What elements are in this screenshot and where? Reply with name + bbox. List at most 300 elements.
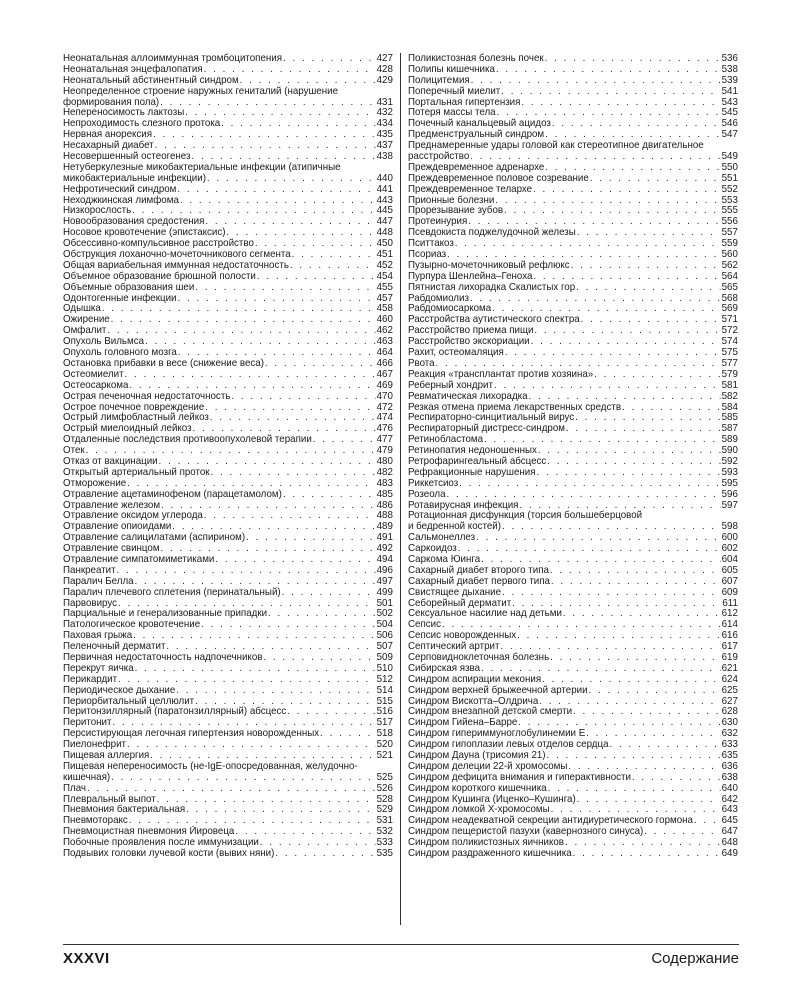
- entry-title: Пузырно-мочеточниковый рефлюкс: [408, 259, 570, 271]
- entry-page-number: 575: [721, 347, 738, 358]
- entry-page-number: 470: [376, 390, 393, 402]
- entry-page-number: 602: [721, 543, 738, 554]
- index-entry: [408, 804, 738, 815]
- entry-title: Рабдомиолиз: [408, 292, 469, 304]
- entry-page-number: 467: [376, 368, 393, 380]
- index-entry: [63, 543, 393, 554]
- entry-title: Остановка прибавки в весе (снижение веса): [63, 357, 264, 369]
- index-entry: [408, 619, 738, 630]
- entry-title: Побочные проявления после иммунизации: [63, 837, 259, 849]
- dot-leader: [127, 739, 376, 750]
- index-entry: [63, 195, 393, 206]
- index-right-column: [408, 53, 738, 859]
- index-entry: [63, 325, 393, 336]
- entry-title: Синдром аспирации мекония: [408, 673, 542, 685]
- entry-page-number: 625: [721, 684, 738, 696]
- index-entry: [408, 587, 738, 598]
- index-entry: [408, 434, 738, 445]
- dot-leader: [517, 630, 721, 641]
- dot-leader: [180, 195, 376, 206]
- entry-page-number: 431: [376, 96, 393, 108]
- dot-leader: [622, 402, 721, 413]
- entry-page-number: 506: [376, 630, 393, 642]
- entry-title: Синдром Гийена–Барре: [408, 717, 518, 729]
- dot-leader: [518, 717, 720, 728]
- dot-leader: [497, 107, 721, 118]
- entry-title: Несовершенный остеогенез: [63, 151, 191, 162]
- entry-title: Нефротический синдром: [63, 183, 177, 195]
- index-entry: [63, 336, 393, 347]
- entry-page-number: 638: [721, 771, 738, 783]
- dot-leader: [205, 402, 375, 413]
- entry-page-number: 525: [376, 771, 393, 783]
- entry-title: Расстройство экскориации: [408, 336, 530, 348]
- dot-leader: [263, 652, 375, 663]
- entry-title: Резкая отмена приема лекарственных средств: [408, 401, 622, 413]
- entry-title: Неходжкинская лимфома: [63, 194, 179, 206]
- index-entry: [63, 848, 393, 859]
- dot-leader: [588, 685, 720, 696]
- entry-page-number: 592: [721, 455, 738, 467]
- entry-page-number: 571: [721, 314, 738, 326]
- entry-title: Серповидноклеточная болезнь: [408, 651, 550, 663]
- index-entry: [63, 249, 393, 260]
- entry-page-number: 443: [376, 194, 393, 206]
- entry-title: Ретинобластома: [408, 434, 484, 446]
- index-entry: [408, 293, 738, 304]
- entry-title: Пищевая непереносимость (не-IgE-опосредованная, желудочно-: [63, 760, 358, 772]
- index-entry: [63, 837, 393, 848]
- index-entry: [408, 565, 738, 576]
- dot-leader: [505, 347, 721, 358]
- entry-page-number: 574: [721, 336, 738, 348]
- dot-leader: [112, 717, 375, 728]
- index-entry: [408, 456, 738, 467]
- entry-title: Пневмоторакс: [63, 815, 128, 827]
- entry-title: Первичная недостаточность надпочечников: [63, 651, 263, 663]
- dot-leader: [268, 608, 376, 619]
- dot-leader: [153, 129, 376, 140]
- entry-page-number: 455: [376, 281, 393, 293]
- entry-page-number: 479: [376, 445, 393, 456]
- entry-page-number: 605: [721, 564, 738, 576]
- index-entry: [408, 151, 738, 162]
- entry-title: Отравление симпатомиметиками: [63, 553, 215, 565]
- entry-title: Прорезывание зубов: [408, 205, 504, 217]
- index-entry: [63, 358, 393, 369]
- dot-leader: [176, 685, 375, 696]
- index-entry: [408, 129, 738, 140]
- entry-page-number: 428: [376, 63, 393, 75]
- dot-leader: [502, 521, 721, 532]
- entry-title: кишечная): [63, 771, 111, 783]
- index-entry: [408, 794, 738, 805]
- dot-leader: [447, 249, 721, 260]
- index-entry: [63, 467, 393, 478]
- entry-page-number: 510: [376, 662, 393, 674]
- dot-leader: [193, 423, 376, 434]
- dot-leader: [519, 500, 720, 511]
- entry-page-number: 617: [721, 641, 738, 652]
- entry-title: Остеомиелит: [63, 368, 124, 380]
- dot-leader: [125, 369, 376, 380]
- dot-leader: [135, 663, 376, 674]
- index-entry: [408, 717, 738, 728]
- dot-leader: [632, 772, 721, 783]
- entry-page-number: 647: [721, 826, 738, 838]
- section-title: Содержание: [651, 950, 739, 967]
- entry-page-number: 448: [376, 227, 393, 239]
- entry-title: Саркома Юинга: [408, 553, 481, 565]
- entry-page-number: 556: [721, 216, 738, 228]
- dot-leader: [235, 826, 375, 837]
- dot-leader: [492, 303, 721, 314]
- dot-leader: [204, 510, 376, 521]
- dot-leader: [160, 97, 376, 108]
- entry-title: и бедренной костей): [408, 521, 502, 533]
- index-entry: [408, 238, 738, 249]
- index-entry: [408, 195, 738, 206]
- entry-title: Полицитемия: [408, 74, 470, 86]
- entry-title: Расстройство приема пищи: [408, 325, 534, 337]
- dot-leader: [545, 129, 721, 140]
- dot-leader: [177, 184, 375, 195]
- index-entry: [63, 282, 393, 293]
- dot-leader: [458, 543, 721, 554]
- entry-page-number: 441: [376, 183, 393, 195]
- entry-title: Пситтакоз: [408, 238, 454, 250]
- column-divider: [400, 53, 401, 925]
- entry-title: Отравление опиоидами: [63, 521, 172, 533]
- index-entry: [63, 380, 393, 391]
- index-entry: [408, 53, 738, 64]
- entry-title: Респираторный дистресс-синдром: [408, 423, 565, 435]
- entry-page-number: 445: [376, 205, 393, 217]
- index-entry: [63, 750, 393, 761]
- dot-leader: [568, 761, 720, 772]
- index-entry: [408, 97, 738, 108]
- index-entry: [408, 783, 738, 794]
- entry-page-number: 619: [721, 651, 738, 663]
- entry-title: Сепсис: [408, 619, 442, 631]
- dot-leader: [150, 750, 375, 761]
- dot-leader: [240, 75, 376, 86]
- entry-title: Несахарный диабет: [63, 140, 154, 152]
- dot-leader: [538, 445, 721, 456]
- entry-page-number: 494: [376, 553, 393, 565]
- entry-page-number: 552: [721, 183, 738, 195]
- entry-title: Плевральный выпот: [63, 793, 156, 805]
- entry-title: Отдаленные последствия противоопухолевой терапии: [63, 434, 312, 446]
- entry-page-number: 451: [376, 249, 393, 260]
- entry-page-number: 526: [376, 782, 393, 794]
- index-entry: [63, 434, 393, 445]
- entry-page-number: 483: [376, 477, 393, 489]
- index-entry: [408, 347, 738, 358]
- index-entry: [63, 271, 393, 282]
- index-entry: [63, 347, 393, 358]
- entry-title: Свистящее дыхание: [408, 586, 502, 598]
- entry-page-number: 520: [376, 739, 393, 750]
- index-entry: [63, 97, 393, 108]
- entry-title: Пурпура Шенлейна–Геноха: [408, 270, 533, 282]
- entry-page-number: 477: [376, 434, 393, 446]
- entry-title: Преждевременное телархе: [408, 183, 533, 195]
- dot-leader: [494, 380, 721, 391]
- dot-leader: [87, 783, 376, 794]
- dot-leader: [576, 282, 721, 293]
- entry-page-number: 458: [376, 303, 393, 315]
- index-entry: [63, 510, 393, 521]
- index-entry: [408, 630, 738, 641]
- index-entry: [408, 391, 738, 402]
- dot-leader: [512, 598, 721, 609]
- index-entry: [63, 641, 393, 652]
- entry-title: Септический артрит: [408, 641, 500, 652]
- index-entry: [408, 815, 738, 826]
- dot-leader: [481, 554, 721, 565]
- index-entry: [63, 826, 393, 837]
- entry-title: Плач: [63, 782, 87, 794]
- entry-title: Сибирская язва: [408, 662, 481, 674]
- index-entry: [408, 521, 738, 532]
- index-entry: [63, 402, 393, 413]
- entry-title: Непроходимость слезного протока: [63, 118, 221, 130]
- entry-title: Непереносимость лактозы: [63, 107, 185, 119]
- index-entry: [408, 761, 738, 772]
- entry-title: Паралич Белла: [63, 575, 134, 587]
- dot-leader: [283, 489, 376, 500]
- entry-page-number: 630: [721, 717, 738, 729]
- entry-page-number: 611: [722, 597, 738, 609]
- entry-page-number: 577: [721, 357, 738, 369]
- dot-leader: [609, 739, 720, 750]
- entry-page-number: 569: [721, 303, 738, 315]
- entry-title: Острая печеночная недостаточность: [63, 390, 231, 402]
- entry-title: Синдром гипериммуноглобулинемии E: [408, 728, 586, 740]
- entry-page-number: 621: [721, 662, 738, 674]
- entry-title: Открытый артериальный проток: [63, 466, 210, 478]
- entry-page-number: 480: [376, 455, 393, 467]
- entry-title: Обсессивно-компульсивное расстройство: [63, 238, 254, 250]
- index-entry: [63, 456, 393, 467]
- dot-leader: [155, 140, 376, 151]
- entry-title: Периорбитальный целлюлит: [63, 695, 195, 707]
- entry-title: Подвывих головки лучевой кости (вывих няни): [63, 848, 275, 859]
- dot-leader: [191, 151, 375, 162]
- entry-title: Прионные болезни: [408, 194, 495, 206]
- entry-page-number: 604: [721, 553, 738, 565]
- dot-leader: [495, 195, 720, 206]
- index-entry: [63, 500, 393, 511]
- dot-leader: [102, 303, 376, 314]
- index-entry: [408, 227, 738, 238]
- entry-title: Отморожение: [63, 477, 127, 489]
- entry-page-number: 616: [721, 630, 738, 642]
- entry-page-number: 501: [376, 597, 393, 609]
- index-entry: [63, 118, 393, 129]
- entry-title: Перитонзиллярный (паратонзиллярный) абсцесс: [63, 706, 287, 718]
- entry-page-number: 528: [376, 793, 393, 805]
- entry-title: Ожирение: [63, 314, 110, 326]
- entry-title: Псевдокиста поджелудочной железы: [408, 227, 576, 239]
- entry-title: Потеря массы тела: [408, 107, 496, 119]
- index-entry: [63, 293, 393, 304]
- entry-page-number: 434: [376, 118, 393, 130]
- entry-title: Розеола: [408, 488, 446, 500]
- index-entry: [408, 685, 738, 696]
- dot-leader: [590, 173, 721, 184]
- index-entry: [63, 783, 393, 794]
- dot-leader: [577, 227, 721, 238]
- dot-leader: [531, 336, 721, 347]
- entry-page-number: 466: [376, 357, 393, 369]
- index-entry: [408, 271, 738, 282]
- entry-page-number: 538: [721, 63, 738, 75]
- dot-leader: [529, 391, 721, 402]
- index-entry: [63, 75, 393, 86]
- dot-leader: [563, 608, 721, 619]
- entry-page-number: 593: [721, 466, 738, 478]
- index-entry: [408, 467, 738, 478]
- index-entry: [408, 576, 738, 587]
- dot-leader: [496, 64, 721, 75]
- entry-title: Преждевременное адренархе: [408, 161, 545, 173]
- entry-title: Реакция «трансплантат против хозяина»: [408, 368, 594, 380]
- entry-title: Преждевременное половое созревание: [408, 172, 589, 184]
- dot-leader: [118, 674, 376, 685]
- dot-leader: [442, 619, 721, 630]
- entry-page-number: 553: [721, 194, 738, 206]
- index-entry: [63, 619, 393, 630]
- dot-leader: [111, 314, 376, 325]
- index-entry: [63, 314, 393, 325]
- entry-title: Общая вариабельная иммунная недостаточность: [63, 259, 289, 271]
- dot-leader: [204, 64, 376, 75]
- dot-leader: [313, 434, 376, 445]
- entry-page-number: 596: [721, 488, 738, 500]
- entry-title: Панкреатит: [63, 564, 116, 576]
- dot-leader: [118, 598, 376, 609]
- dot-leader: [172, 521, 375, 532]
- dot-leader: [546, 750, 720, 761]
- entry-title: Перикардит: [63, 673, 118, 685]
- index-entry: [408, 107, 738, 118]
- entry-page-number: 628: [721, 706, 738, 718]
- entry-title: Персистирующая легочная гипертензия новорожденных: [63, 728, 320, 740]
- entry-page-number: 437: [376, 140, 393, 152]
- index-entry: [408, 140, 738, 151]
- dot-leader: [481, 663, 721, 674]
- entry-page-number: 489: [376, 521, 393, 533]
- entry-title: Синдром неадекватной секреции антидиуретического гормона: [408, 815, 693, 827]
- dot-leader: [215, 554, 375, 565]
- entry-page-number: 516: [376, 706, 393, 718]
- dot-leader: [221, 118, 376, 129]
- dot-leader: [468, 216, 720, 227]
- entry-page-number: 476: [376, 423, 393, 435]
- entry-page-number: 550: [721, 161, 738, 173]
- index-entry: [63, 685, 393, 696]
- entry-title: Поликистозная болезнь почек: [408, 53, 544, 64]
- entry-page-number: 486: [376, 499, 393, 511]
- entry-title: Синдром внезапной детской смерти: [408, 706, 573, 718]
- dot-leader: [551, 804, 721, 815]
- dot-leader: [135, 576, 376, 587]
- entry-title: Почечный канальцевый ацидоз: [408, 118, 551, 130]
- dot-leader: [320, 728, 376, 739]
- entry-page-number: 635: [721, 750, 738, 761]
- entry-title: Объемные образования шеи: [63, 281, 195, 293]
- dot-leader: [577, 794, 721, 805]
- dot-leader: [536, 467, 720, 478]
- index-entry: [408, 543, 738, 554]
- entry-title: Ретрофарингеальный абсцесс: [408, 455, 547, 467]
- dot-leader: [575, 412, 721, 423]
- entry-title: Синдром дефицита внимания и гиперактивности: [408, 771, 631, 783]
- entry-page-number: 482: [376, 466, 393, 478]
- dot-leader: [644, 826, 720, 837]
- entry-page-number: 518: [376, 728, 393, 740]
- entry-page-number: 435: [376, 129, 393, 141]
- entry-page-number: 572: [721, 325, 738, 337]
- entry-page-number: 474: [376, 412, 393, 424]
- entry-page-number: 429: [376, 74, 393, 86]
- entry-page-number: 546: [721, 118, 738, 130]
- index-entry: [63, 532, 393, 543]
- index-entry: [63, 205, 393, 216]
- entry-title: Синдром делеции 22-й хромосомы: [408, 760, 568, 772]
- index-entry: [408, 739, 738, 750]
- entry-page-number: 560: [721, 249, 738, 260]
- entry-title: Отравление ацетаминофеном (парацетамолом): [63, 488, 282, 500]
- entry-title: Неонатальный абстинентный синдром: [63, 74, 239, 86]
- dot-leader: [565, 837, 721, 848]
- entry-title: Неонатальная аллоиммунная тромбоцитопения: [63, 53, 283, 64]
- index-entry: [63, 521, 393, 532]
- entry-title: Пневмония бактериальная: [63, 804, 186, 816]
- index-entry: [408, 641, 738, 652]
- entry-title: Протеинурия: [408, 216, 468, 228]
- entry-page-number: 515: [376, 695, 393, 707]
- dot-leader: [545, 162, 720, 173]
- entry-title: Новообразования средостения: [63, 216, 205, 228]
- dot-leader: [504, 205, 721, 216]
- index-entry: [63, 717, 393, 728]
- dot-leader: [201, 619, 376, 630]
- entry-title: Патологическое кровотечение: [63, 619, 201, 631]
- entry-title: Перекрут яичка: [63, 662, 134, 674]
- dot-leader: [207, 173, 376, 184]
- entry-title: Носовое кровотечение (эпистаксис): [63, 227, 226, 239]
- entry-title: Поперечный миелит: [408, 85, 501, 97]
- entry-page-number: 645: [721, 815, 738, 827]
- index-left-column: [63, 53, 393, 859]
- entry-page-number: 450: [376, 238, 393, 250]
- entry-page-number: 462: [376, 325, 393, 337]
- entry-page-number: 555: [721, 205, 738, 217]
- entry-title: Синдром Дауна (трисомия 21): [408, 750, 546, 761]
- index-entry: [408, 706, 738, 717]
- entry-title: Нервная анорексия: [63, 129, 153, 141]
- dot-leader: [260, 837, 376, 848]
- entry-title: Пиелонефрит: [63, 739, 127, 750]
- entry-page-number: 521: [376, 750, 393, 761]
- dot-leader: [129, 815, 376, 826]
- dot-leader: [436, 358, 721, 369]
- entry-page-number: 649: [721, 848, 738, 859]
- entry-title: Отравление свинцом: [63, 543, 160, 554]
